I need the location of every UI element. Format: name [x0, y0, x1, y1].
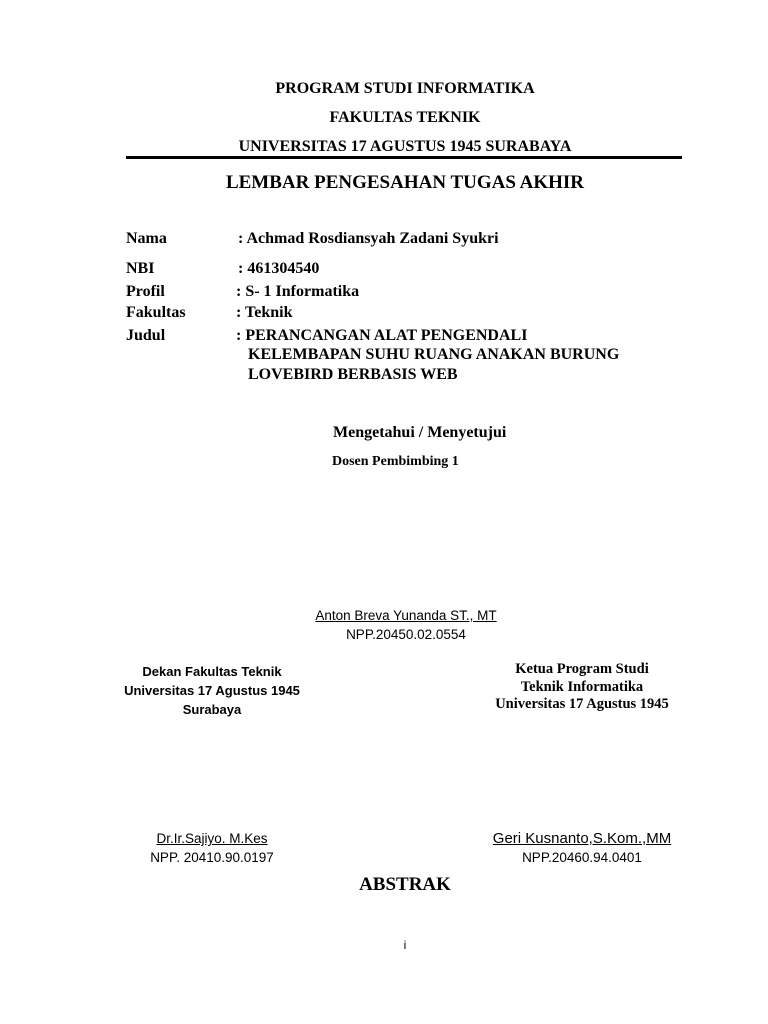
- field-label-nama: Nama: [126, 230, 167, 247]
- field-value-fakultas: : Teknik: [236, 304, 293, 321]
- page-title: LEMBAR PENGESAHAN TUGAS AKHIR: [225, 172, 585, 193]
- field-value-profil: : S- 1 Informatika: [236, 283, 360, 300]
- head-title-line1: Ketua Program Studi: [515, 661, 649, 677]
- approval-role: Dosen Pembimbing 1: [332, 454, 459, 469]
- dean-title-line1: Dekan Fakultas Teknik: [142, 664, 282, 679]
- header-university: UNIVERSITAS 17 AGUSTUS 1945 SURABAYA: [238, 138, 572, 155]
- dean-name: Dr.Ir.Sajiyo. M.Kes: [156, 831, 268, 846]
- head-title-line2: Teknik Informatika: [520, 679, 644, 695]
- dean-npp: NPP. 20410.90.0197: [150, 850, 274, 865]
- field-value-judul: : PERANCANGAN ALAT PENGENDALI: [236, 327, 528, 344]
- approval-heading: Mengetahui / Menyetujui: [333, 424, 507, 441]
- dean-title-line3: Surabaya: [182, 702, 242, 717]
- field-value-nama: : Achmad Rosdiansyah Zadani Syukri: [238, 230, 499, 247]
- dean-title-line2: Universitas 17 Agustus 1945: [124, 683, 300, 698]
- abstract-heading: ABSTRAK: [359, 874, 451, 895]
- page-number: i: [403, 938, 407, 952]
- advisor-name: Anton Breva Yunanda ST., MT: [315, 608, 497, 623]
- header-faculty: FAKULTAS TEKNIK: [329, 109, 481, 126]
- field-value-nbi: : 461304540: [238, 260, 320, 277]
- head-npp: NPP.20460.94.0401: [522, 850, 642, 865]
- head-title-line3: Universitas 17 Agustus 1945: [495, 696, 669, 712]
- field-label-fakultas: Fakultas: [126, 304, 186, 321]
- field-label-profil: Profil: [126, 283, 165, 300]
- header-program: PROGRAM STUDI INFORMATIKA: [275, 80, 535, 97]
- head-name: Geri Kusnanto,S.Kom.,MM: [492, 830, 672, 847]
- header-divider: [126, 156, 682, 159]
- advisor-npp: NPP.20450.02.0554: [346, 627, 466, 642]
- field-label-judul: Judul: [126, 327, 166, 344]
- field-value-judul-line3: LOVEBIRD BERBASIS WEB: [248, 366, 458, 383]
- field-value-judul-line2: KELEMBAPAN SUHU RUANG ANAKAN BURUNG: [248, 346, 620, 363]
- field-label-nbi: NBI: [126, 260, 155, 277]
